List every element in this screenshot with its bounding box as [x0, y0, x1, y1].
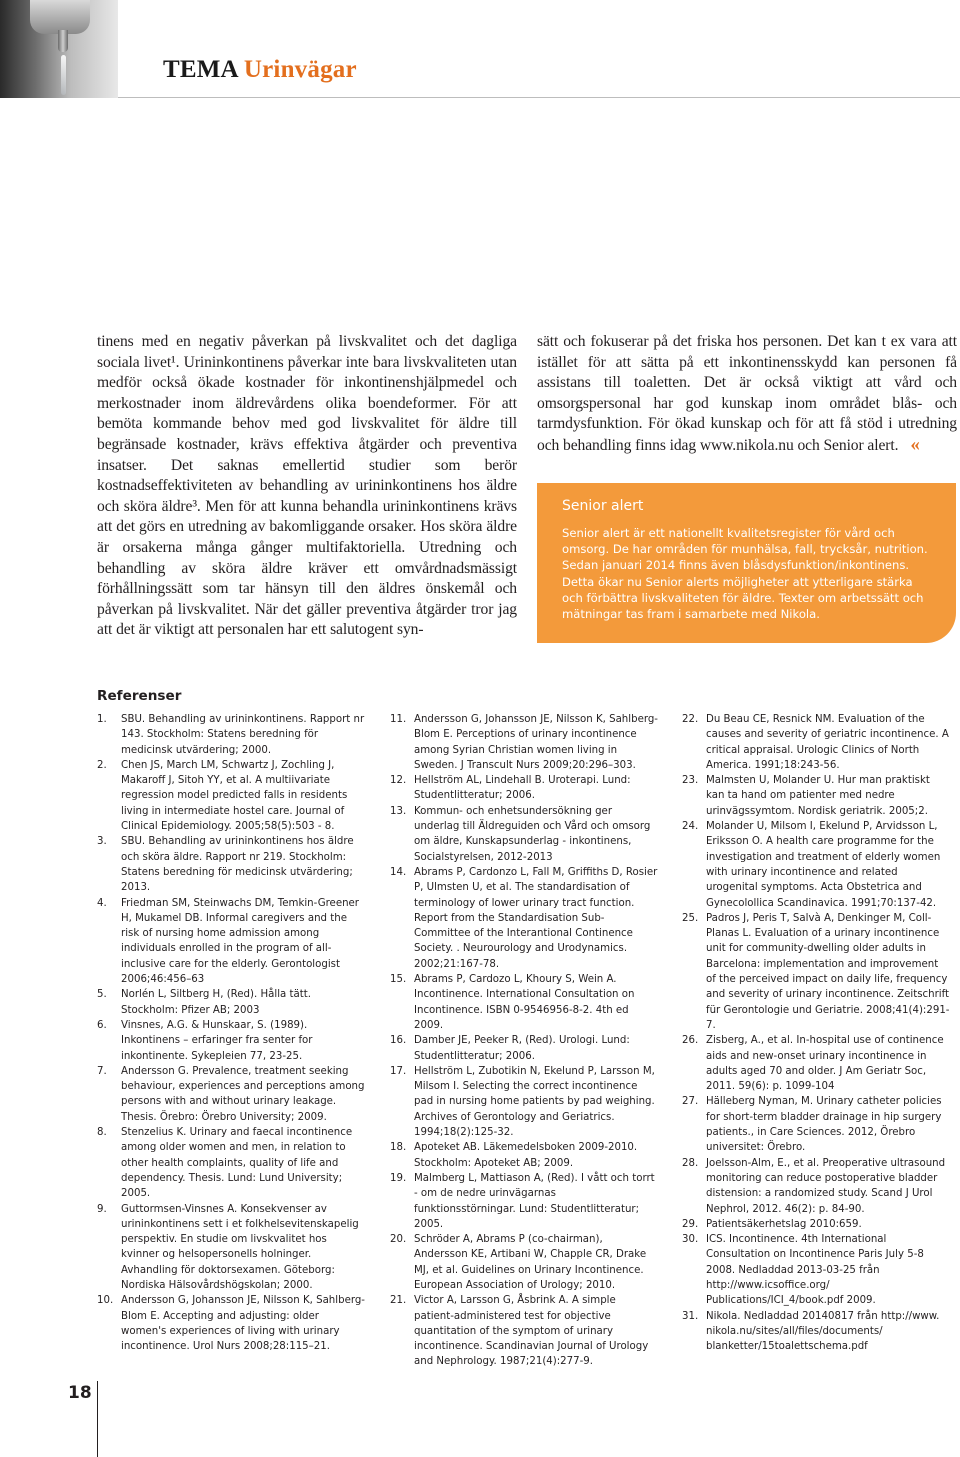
reference-number: 15.	[390, 974, 407, 986]
reference-text: Vinsnes, A.G. & Hunskaar, S. (1989). Inkontinens – erfaringer fra senter for inkontinente. Sykepleien 77, 23-25.	[121, 1019, 313, 1062]
page-number: 18	[68, 1383, 92, 1403]
reference-number: 14.	[390, 866, 407, 878]
reference-text: Stenzelius K. Urinary and faecal incontinence among older women and men, in relation to other health complaints, quality of life and dependency. Thesis. Lund: Lund University; 2005.	[121, 1127, 353, 1200]
reference-number: 20.	[390, 1234, 407, 1246]
reference-number: 19.	[390, 1172, 407, 1184]
senior-alert-title: Senior alert	[562, 498, 644, 514]
reference-text: Abrams P, Cardozo L, Khoury S, Wein A. Incontinence. International Consultation on Incontinence. ISBN 0-9546956-8-2. 4th ed 2009.	[414, 974, 635, 1031]
reference-item	[97, 896, 365, 988]
reference-text: Norlén L, Siltberg H, (Red). Hålla tätt. Stockholm: Pfizer AB; 2003	[121, 989, 311, 1016]
reference-number: 9.	[97, 1203, 107, 1215]
reference-number: 16.	[390, 1035, 407, 1047]
reference-text: Hälleberg Nyman, M. Urinary catheter policies for short-term bladder drainage in hip surgery patients., in Care Sciences. 2012, Örebro universitet: Örebro.	[706, 1096, 942, 1154]
reference-item	[390, 972, 658, 1033]
reference-item	[682, 1232, 950, 1308]
reference-number: 17.	[390, 1065, 407, 1077]
reference-text: Kommun- och enhetsundersökning ger underlag till Äldreguiden och Vård och omsorg om äldre, Kunskapsunderlag - inkontinens, Socialstyrelsen, 2012-2013	[414, 805, 651, 863]
reference-text: Andersson G. Prevalence, treatment seeking behaviour, experiences and perceptions among persons with and without urinary leakage. Thesis. Örebro: Örebro University; 2009.	[121, 1065, 365, 1123]
article-column-2	[537, 332, 957, 457]
reference-number: 11.	[390, 714, 407, 725]
reference-text: Patientsäkerhetslag 2010:659.	[706, 1218, 862, 1230]
reference-number: 12.	[390, 775, 407, 787]
page-title	[163, 56, 357, 84]
reference-number: 30.	[682, 1234, 699, 1246]
title-topic: Urinvägar	[243, 56, 357, 83]
reference-number: 13.	[390, 805, 407, 817]
reference-text: ICS. Incontinence. 4th International Consultation on Incontinence Paris July 5-8 2008. Nedladdad 2013-03-25 från http://www.icsoffice.org/ Publications/ICI_4/book.pdf 2009.	[706, 1234, 924, 1307]
reference-number: 7.	[97, 1065, 107, 1077]
reference-item	[390, 865, 658, 972]
reference-text: Hellström AL, Lindehall B. Uroterapi. Lund: Studentlitteratur; 2006.	[414, 775, 631, 802]
reference-item	[390, 1293, 658, 1369]
reference-item	[97, 834, 365, 895]
reference-number: 29.	[682, 1218, 699, 1230]
reference-item	[97, 1293, 365, 1354]
reference-number: 2.	[97, 759, 107, 771]
reference-item	[390, 1140, 658, 1171]
reference-text: Molander U, Milsom I, Ekelund P, Arvidsson L, Eriksson O. A health care programme for the investigation and treatment of elderly women with urinary incontinence and related urogenital symptoms. Acta Obstetrica and Gynecolollica Scandinavica. 1991;70:137-42.	[706, 821, 941, 909]
reference-item	[682, 911, 950, 1033]
reference-item	[97, 1125, 365, 1201]
reference-item	[682, 773, 950, 819]
reference-text: Andersson G, Johansson JE, Nilsson K, Sahlberg-Blom E. Accepting and adjusting: older women's experiences of living with urinary incontinence. Urol Nurs 2008;28:115–21.	[121, 1295, 365, 1353]
reference-number: 23.	[682, 775, 699, 787]
end-mark: «	[910, 433, 920, 455]
reference-text: SBU. Behandling av urininkontinens. Rapport nr 143. Stockholm: Statens beredning för medicinsk utvärdering; 2000.	[121, 714, 365, 756]
reference-text: Damber JE, Peeker R, (Red). Urologi. Lund: Studentlitteratur; 2006.	[414, 1035, 630, 1062]
senior-alert-box	[537, 483, 956, 643]
reference-number: 4.	[97, 897, 107, 909]
reference-number: 22.	[682, 714, 699, 725]
page-number-rule	[97, 1381, 98, 1457]
reference-number: 27.	[682, 1096, 699, 1108]
reference-text: Friedman SM, Steinwachs DM, Temkin-Greener H, Mukamel DB. Informal caregivers and the risk of nursing home admission among individuals enrolled in the program of all-inclusive care for the elderly. Gerontologist 2006;46:456–63	[121, 897, 359, 986]
reference-item	[97, 987, 365, 1018]
reference-text: Apoteket AB. Läkemedelsboken 2009-2010. Stockholm: Apoteket AB; 2009.	[414, 1142, 638, 1169]
reference-item	[682, 1033, 950, 1094]
reference-text: Nikola. Nedladdad 20140817 från http://www. nikola.nu/sites/all/files/documents/ blanketter/15toalettschema.pdf	[706, 1310, 940, 1353]
reference-item	[682, 1094, 950, 1155]
reference-item	[390, 1064, 658, 1140]
reference-text: Victor A, Larsson G, Åsbrink A. A simple patient-administered test for objective quantitation of the symptom of urinary incontinence. Scandinavian Journal of Urology and Nephrology. 1987;21(4):277-9.	[414, 1295, 649, 1368]
reference-item	[682, 819, 950, 911]
references-column-3	[682, 712, 950, 1354]
reference-number: 10.	[97, 1295, 114, 1307]
reference-number: 6.	[97, 1019, 107, 1031]
reference-item	[682, 712, 950, 773]
reference-item	[390, 1232, 658, 1293]
reference-number: 18.	[390, 1142, 407, 1154]
reference-text: Joelsson-Alm, E., et al. Preoperative ultrasound monitoring can reduce postoperative bladder distension: a randomized study. Scand J Urol Nephrol, 2012. 46(2): p. 84-90.	[706, 1157, 946, 1215]
reference-text: Du Beau CE, Resnick NM. Evaluation of the causes and severity of geriatric incontinence. A critical appraisal. Urologic Clinics of North America. 1991;18:243-56.	[706, 714, 949, 771]
title-prefix: TEMA	[163, 56, 238, 83]
reference-number: 3.	[97, 836, 107, 848]
reference-text: Guttormsen-Vinsnes A. Konsekvenser av urininkontinens sett i et folkhelsevitenskapelig perspektiv. En studie om livskvalitet hos kvinner og helsopersonells holninger. Avhandling för doktorsexamen. Göteborg: Nordiska Hälsovårdshögskolan; 2000.	[121, 1203, 359, 1291]
article-column-2-text: sätt och fokuserar på det friska hos personen. Det kan t ex vara att istället för att sätta på ett inkontinensskydd kan personen få assistans till toaletten. Det är också viktigt att vård och omsorgspersonal har god kunskap inom området blås- och tarmdysfunktion. För ökad kunskap och för att få stöd i utredning och behandling finns idag www.nikola.nu och Senior alert.	[537, 333, 957, 454]
reference-text: Zisberg, A., et al. In-hospital use of continence aids and new-onset urinary incontinence in adults aged 70 and older. J Am Geriatr Soc, 2011. 59(6): p. 1099-104	[706, 1035, 944, 1093]
reference-item	[390, 804, 658, 865]
tap-spout	[58, 30, 68, 52]
reference-number: 31.	[682, 1310, 699, 1322]
reference-number: 26.	[682, 1035, 699, 1047]
reference-number: 24.	[682, 821, 699, 833]
reference-text: Malmberg L, Mattiason A, (Red). I vått och torrt - om de nedre urinvägarnas funktionsstörningar. Lund: Studentlitteratur; 2005.	[414, 1172, 655, 1230]
reference-item	[390, 1171, 658, 1232]
reference-text: Chen JS, March LM, Schwartz J, Zochling J, Makaroff J, Sitoh YY, et al. A multiivariate regression model predicted falls in residents living in intermediate hostel care. Journal of Clinical Epidemiology. 2005;58(5):503 - 8.	[121, 759, 348, 833]
reference-text: SBU. Behandling av urininkontinens hos äldre och sköra äldre. Rapport nr 219. Stockholm: Statens beredning för medicinsk utvärdering; 2013.	[121, 836, 354, 894]
reference-item	[97, 758, 365, 834]
reference-item	[682, 1156, 950, 1217]
header-rule	[118, 97, 960, 98]
reference-text: Padros J, Peris T, Salvà A, Denkinger M, Coll-Planas L. Evaluation of a urinary incontinence unit for community-dwelling older adults in Barcelona: implementation and improvement of the perceived impact on daily life, frequency and severity of urinary incontinence. Zeitschrift für Gerontologie und Geriatrie. 2008;41(4):291-7.	[706, 912, 950, 1031]
reference-text: Andersson G, Johansson JE, Nilsson K, Sahlberg-Blom E. Perceptions of urinary incontinence among Syrian Christian women living in Sweden. J Transcult Nurs 2009;20:296–303.	[414, 714, 658, 771]
reference-item	[97, 1018, 365, 1064]
reference-number: 5.	[97, 989, 107, 1001]
reference-item	[97, 712, 365, 758]
references-column-1	[97, 712, 365, 1354]
reference-text: Schröder A, Abrams P (co-chairman), Andersson KE, Artibani W, Chapple CR, Drake MJ, et al. Guidelines on Urinary Incontinence. European Association of Urology; 2010.	[414, 1234, 647, 1291]
reference-item	[97, 1064, 365, 1125]
reference-item	[390, 712, 658, 773]
water-tap-photo	[0, 0, 118, 98]
senior-alert-text: Senior alert är ett nationellt kvalitetsregister för vård och omsorg. De har områden för munhälsa, fall, trycksår, nutrition. Sedan januari 2014 finns även blåsdysfunktion/inkontinens. Detta ökar nu Senior alerts möjligheter att ytterligare stärka och förbättra livskvaliteten för äldre. Texter om arbetssätt och mätningar tas fram i samarbete med Nikola.	[562, 526, 928, 622]
reference-number: 8.	[97, 1127, 107, 1139]
water-stream	[61, 55, 66, 95]
reference-item	[682, 1309, 950, 1355]
reference-item	[97, 1202, 365, 1294]
references-title: Referenser	[97, 688, 182, 704]
reference-item	[682, 1217, 950, 1232]
reference-text: Malmsten U, Molander U. Hur man praktiskt kan ta hand om patienter med nedre urinvägssymtom. Nordisk geriatrik. 2005;2.	[706, 775, 930, 817]
reference-text: Hellström L, Zubotikin N, Ekelund P, Larsson M, Milsom I. Selecting the correct incontinence pad in nursing home patients by pad weighing. Archives of Gerontology and Geriatrics. 1994;18(2):125-32.	[414, 1065, 655, 1139]
reference-item	[390, 773, 658, 804]
reference-number: 25.	[682, 912, 699, 924]
reference-number: 21.	[390, 1295, 407, 1307]
tap-head	[30, 0, 90, 34]
reference-number: 1.	[97, 714, 107, 725]
reference-text: Abrams P, Cardonzo L, Fall M, Griffiths D, Rosier P, Ulmsten U, et al. The standardisation of terminology of lower urinary tract function. Report from the Standardisation Sub-Committee of the Interantional Continence Society. . Neurourology and Urodynamics. 2002;21:167-78.	[414, 866, 658, 970]
reference-item	[390, 1033, 658, 1064]
references-column-2	[390, 712, 658, 1370]
reference-number: 28.	[682, 1157, 699, 1169]
article-column-1: tinens med en negativ påverkan på livskvalitet och det dagliga sociala livet¹. Urininkontinens påverkar inte bara livskvaliteten utan medför också ökade kostnader för inkontinenshjälpmedel och merkostnader inom äldrevårdens olika boendeformer. För att bemöta kommande behov med god livskvalitet för äldre till begränsade kostnader, krävs effektiva åtgärder och preventiva insatser. Det saknas emellertid studier som berör kostnadseffektiviteten av behandling av urininkontinens hos äldre och sköra äldre³. Men för att kunna behandla urininkontinens krävs att det görs en utredning av bakomliggande orsaker. Hos sköra äldre är orsakerna många gånger multifaktoriella. Utredning och behandling av sköra äldre kräver ett omvårdnadsmässigt förhållningssätt som tar hänsyn till den äldres önskemål och påverkan på livskvalitet. När det gäller preventiva åtgärder tror jag att det är viktigt att personalen har ett salutogent syn-	[97, 333, 517, 639]
